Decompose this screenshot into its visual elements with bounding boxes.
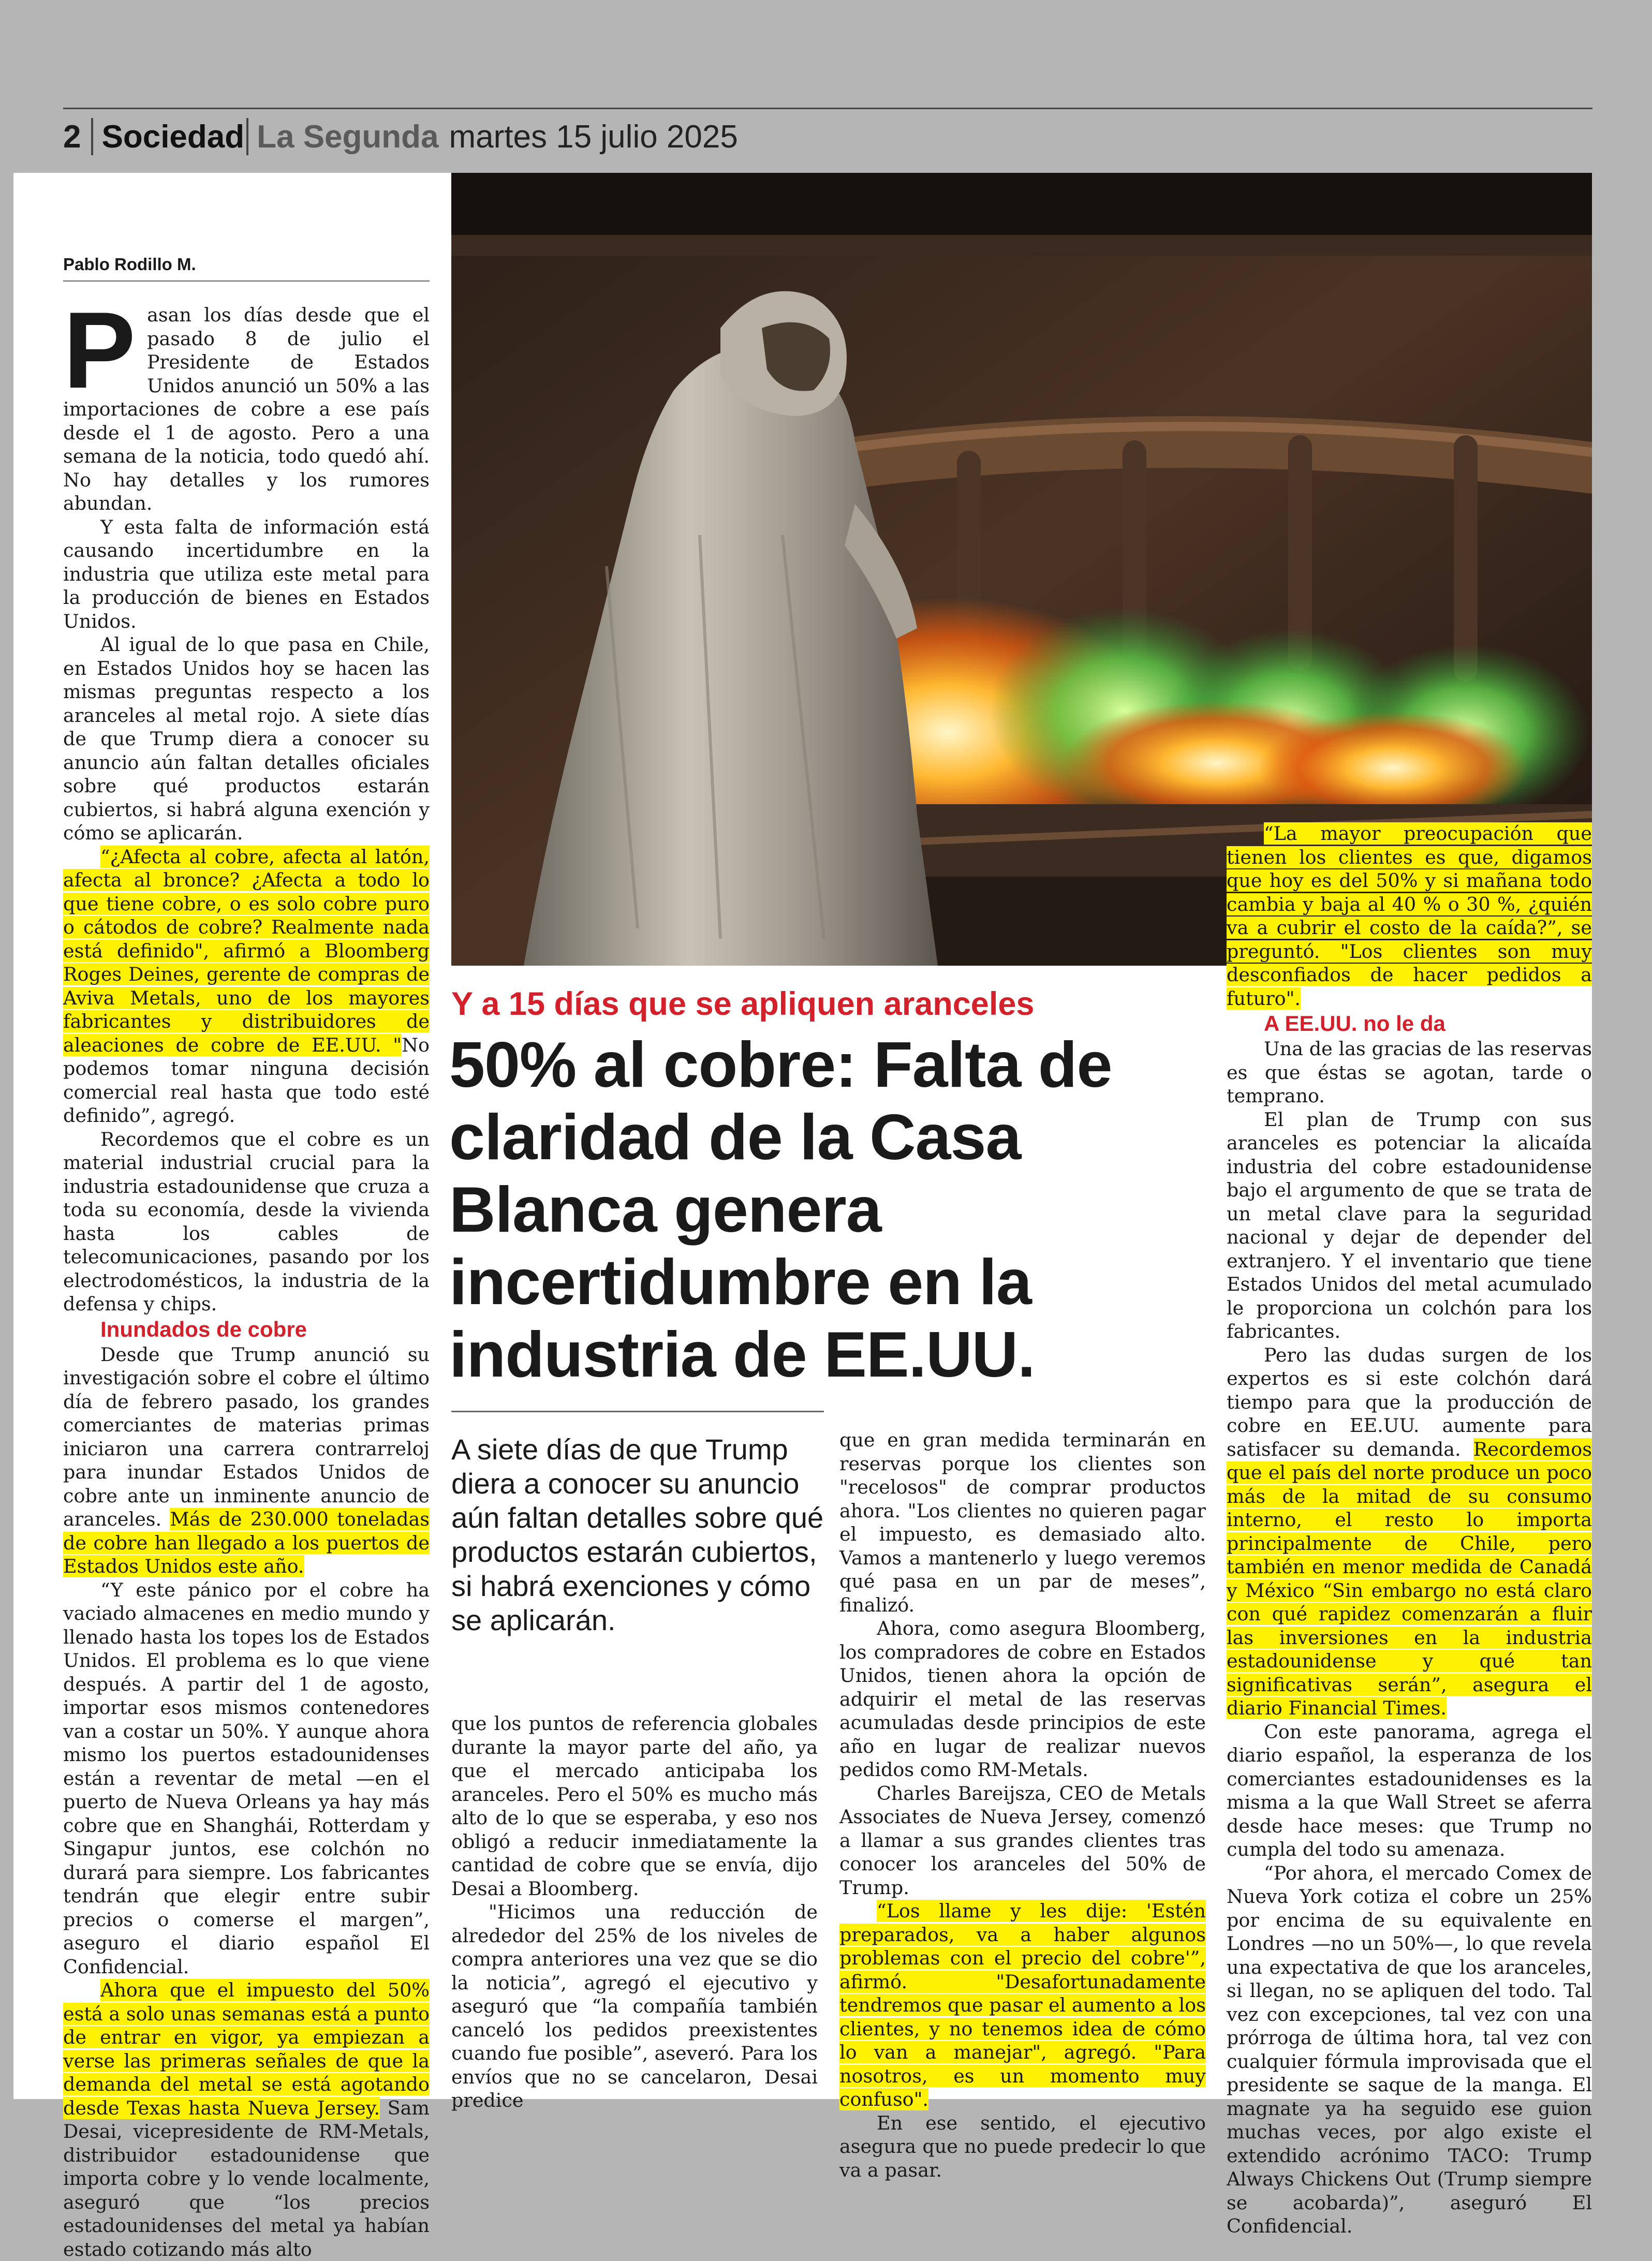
- paragraph-text: Pero las dudas surgen de los expertos es si este colchón dará tiempo para que la producción de cobre en EE.UU. aumente para satisfacer su demanda.: [1227, 1343, 1592, 1460]
- byline: Pablo Rodillo M.: [63, 255, 430, 282]
- highlighted-quote: “Los llame y les dije: 'Estén preparados, va a haber algunos problemas con el precio del cobre'”, afirmó. "Desafortunadamente tendremos que pasar el aumento a los clientes, y no tenemos idea de cómo lo van a manejar", agregó. "Para nosotros, es un momento muy confuso".: [839, 1900, 1206, 2110]
- paragraph: [839, 1899, 1206, 2111]
- subheading: A EE.UU. no le da: [1264, 1011, 1446, 1036]
- header-separator: [246, 118, 248, 155]
- paragraph: “Por ahora, el mercado Comex de Nueva York cotiza el cobre un 25% por encima de su equivalente en Londres —no un 50%—, lo que revela una expectativa de que los aranceles, si llegan, no se apliquen del todo. Tal vez con excepciones, tal vez con una prórroga de última hora, tal vez con cualquier fórmula improvisada que el presidente se saque de la manga. El magnate ya ha seguido ese guion muchas veces, por algo existe el extendido acrónimo TACO: Trump Always Chickens Out (Trump siempre se acobarda)”, aseguró El Confidencial.: [1227, 1861, 1592, 2237]
- article-column-3: [839, 1428, 1206, 2182]
- paragraph: [1227, 822, 1592, 1010]
- article-column-2: [451, 1712, 818, 2112]
- paragraph-text: Desde que Trump anunció su investigación sobre el cobre el último día de febrero pasado, los grandes comerciantes de materias primas iniciaron una carrera contrarreloj para inundar Estados Unidos de cobre ante un inminente anuncio de aranceles.: [63, 1343, 430, 1530]
- article-column-1: [63, 289, 430, 2261]
- paragraph: [1227, 1343, 1592, 1720]
- paragraph: El plan de Trump con sus aranceles es potenciar la alicaída industria del cobre estadounidense bajo el argumento de que se trata de un metal clave para la seguridad nacional y dejar de depender del extranjero. Y el inventario que tiene Estados Unidos del metal acumulado le proporciona un colchón para los fabricantes.: [1227, 1108, 1592, 1342]
- highlighted-quote: “¿Afecta al cobre, afecta al latón, afecta al bronce? ¿Afecta a todo lo que tiene cobre, o es solo cobre puro o cátodos de cobre? Realmente nada está definido", afirmó a Bloomberg Roges Deines, gerente de compras de Aviva Metals, uno de los mayores fabricantes y distribuidores de aleaciones de cobre de EE.UU. ": [63, 845, 430, 1056]
- highlighted-text: Más de 230.000 toneladas de cobre han llegado a los puertos de Estados Unidos este año.: [63, 1508, 430, 1577]
- paragraph: que los puntos de referencia globales durante la mayor parte del año, ya que el mercado anticipaba los aranceles. Pero el 50% es mucho más alto de lo que se esperaba, y eso nos obligó a reducir inmediatamente la cantidad de cobre que se envía, dijo Desai a Bloomberg.: [451, 1712, 818, 1900]
- paragraph: Al igual de lo que pasa en Chile, en Estados Unidos hoy se hacen las mismas preguntas respecto a los aranceles al metal rojo. A siete días de que Trump diera a conocer su anuncio aún faltan detalles oficiales sobre qué productos estarán cubiertos, si habrá alguna exención y cómo se aplicarán.: [63, 633, 430, 844]
- paragraph: [63, 1343, 430, 1578]
- deck-rule: [451, 1411, 824, 1412]
- page-header: [63, 114, 738, 159]
- paragraph: que en gran medida terminarán en reservas porque los clientes son "recelosos" de comprar productos ahora. "Los clientes no quieren pagar el impuesto, es demasiado alto. Vamos a mantenerlo y luego veremos qué pasa en un par de meses”, finalizó.: [839, 1429, 1206, 1616]
- page-number: 2: [63, 119, 81, 155]
- paragraph: Recordemos que el cobre es un material industrial crucial para la industria estadounidense que cruza a toda su economía, desde la vivienda hasta los cables de telecomunicaciones, pasando por los electrodomésticos, la industria de la defensa y chips.: [63, 1128, 430, 1315]
- paragraph: "Hicimos una reducción de alrededor del 25% de los niveles de compra anteriores una vez que se dio la noticia”, agregó el ejecutivo y aseguró que “la compañía también canceló los pedidos preexistentes cuando fue posible”, aseveró. Para los envíos que no se cancelaron, Desai predice: [451, 1901, 818, 2111]
- section-name: Sociedad: [101, 119, 245, 155]
- paragraph: [63, 845, 430, 1128]
- paragraph: En ese sentido, el ejecutivo asegura que no puede predecir lo que va a pasar.: [839, 2111, 1206, 2181]
- paragraph-text: No podemos tomar ninguna decisión comercial real hasta que todo esté definido”, agregó.: [63, 1033, 430, 1127]
- paragraph: Con este panorama, agrega el diario español, la esperanza de los comerciantes estadounidenses es la misma a la que Wall Street se aferra desde hace meses: que Trump no cumpla del todo su amenaza.: [1227, 1720, 1592, 1860]
- paragraph: Ahora, como asegura Bloomberg, los compradores de cobre en Estados Unidos, tienen ahora la opción de adquirir el metal de las reservas acumuladas desde principios de este año en lugar de realizar nuevos pedidos como RM-Metals.: [839, 1617, 1206, 1781]
- kicker: Y a 15 días que se apliquen aranceles: [451, 986, 1035, 1022]
- paragraph-text: asan los días desde que el pasado 8 de julio el Presidente de Estados Unidos anunció un 50% a las importaciones de cobre a ese país desde el 1 de agosto. Pero a una semana de la noticia, todo quedó ahí. No hay detalles y los rumores abundan.: [63, 304, 430, 514]
- header-separator: [91, 118, 93, 155]
- paragraph: Y esta falta de información está causando incertidumbre en la industria que utiliza este metal para la producción de bienes en Estados Unidos.: [63, 515, 430, 632]
- highlighted-quote: “La mayor preocupación que tienen los clientes es que, digamos que hoy es del 50% y si mañana todo cambia y baja al 40 % o 30 %, ¿quién va a cubrir el costo de la caída?”, se preguntó. "Los clientes son muy desconfiados de hacer pedidos a futuro".: [1227, 822, 1592, 1010]
- subheading: Inundados de cobre: [100, 1317, 307, 1341]
- header-rule: [63, 108, 1592, 109]
- publication-name: La Segunda: [257, 119, 439, 155]
- highlighted-text: Ahora que el impuesto del 50% está a solo unas semanas está a punto de entrar en vigor, ya empiezan a verse las primeras señales de que la demanda del metal se está agotando desde Texas hasta Nueva Jersey.: [63, 1979, 430, 2119]
- headline: 50% al cobre: Falta de claridad de la Casa Blanca genera incertidumbre en la industria de EE.UU.: [449, 1029, 1112, 1391]
- paragraph: “Y este pánico por el cobre ha vaciado almacenes en medio mundo y llenado hasta los topes los de Estados Unidos. El problema es lo que viene después. A partir del 1 de agosto, importar esos mismos contenedores van a costar un 50%. Y aunque ahora mismo los puertos estadounidenses están a reventar de metal —en el puerto de Nueva Orleans ya hay más cobre que en Shanghái, Rotterdam y Singapur juntos, ese colchón no durará para siempre. Los fabricantes tendrán que elegir entre subir precios o comerse el margen”, aseguro el diario español El Confidencial.: [63, 1578, 430, 1978]
- paragraph-text: Sam Desai, vicepresidente de RM-Metals, distribuidor estadounidense que importa cobre y lo vende localmente, aseguró que “los precios estadounidenses del metal ya habían estado cotizando más alto: [63, 2096, 430, 2260]
- paragraph: [63, 289, 430, 515]
- paragraph: Charles Bareijsza, CEO de Metals Associates de Nueva Jersey, comenzó a llamar a sus grandes clientes tras conocer los aranceles del 50% de Trump.: [839, 1782, 1206, 1899]
- paragraph: [63, 1978, 430, 2261]
- paragraph: Una de las gracias de las reservas es que éstas se agotan, tarde o temprano.: [1227, 1038, 1592, 1107]
- highlighted-text: Recordemos que el país del norte produce un poco más de la mitad de su consumo interno, el resto lo importa principalmente de Chile, pero también en menor medida de Canadá y México “Sin embargo no está claro con qué rapidez comenzarán a fluir las inversiones en la industria estadounidense y qué tan significativas serán”, asegura el diario Financial Times.: [1227, 1438, 1592, 1719]
- drop-cap: P: [63, 289, 136, 411]
- publication-date: martes 15 julio 2025: [449, 119, 738, 155]
- deck-summary: A siete días de que Trump diera a conocer su anuncio aún faltan detalles sobre qué productos estarán cubiertos, si habrá exenciones y cómo se aplicarán.: [451, 1433, 824, 1636]
- article-column-4: [1227, 822, 1592, 2238]
